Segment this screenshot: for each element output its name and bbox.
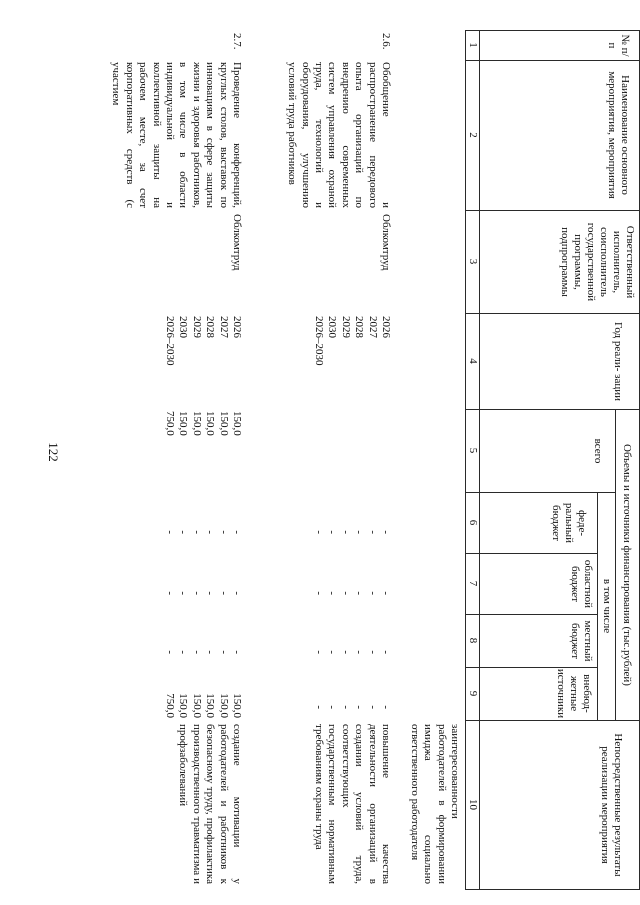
header-total: всего [592,438,605,464]
header-extrabudget: внебюд- жетные источники [555,668,594,719]
value-cell: - [177,591,190,595]
header-event-name: Наименование основного мероприятия, мероприятия [606,71,631,199]
value-cell: 750,0 [164,411,177,436]
grid-line [465,614,598,615]
year: 2029 [339,316,352,338]
column-number-7: 7 [467,580,479,587]
year: 2030 [326,316,339,338]
value-cell: - [204,530,217,534]
value-cell: - [326,650,339,654]
year: 2026–2030 [313,316,326,366]
value-cell: - [164,650,177,654]
value-cell: - [164,591,177,595]
value-cell: - [366,530,379,534]
local-values [163,616,243,654]
value-cell: - [366,591,379,595]
value-cell: - [366,705,379,709]
year-list [163,316,243,396]
value-cell: - [353,705,366,709]
year: 2030 [177,316,190,338]
value-cell: - [177,650,190,654]
event-name: Обобщение и распространение передового опыта организаций по внедрению современных систем управления охраной труда, технологий и оборудования, улучшению условий труда работников [286,62,392,208]
header-financing: Объемы и источники финансирования (тыс.рублей) [621,444,634,686]
value-cell: - [353,591,366,595]
continuation-result: заинтересованности работодателей в формировании имиджа социально ответственного работодателя [408,724,461,884]
grid-line [465,492,616,493]
value-cell: - [366,650,379,654]
year: 2027 [366,316,379,338]
regional-values [163,555,243,595]
value-cell: 150,0 [177,693,190,718]
value-cell: 750,0 [164,693,177,718]
event-name: Проведение конференций, круглых столов, выставок по инновациям в сфере защиты жизни и здоровья работников, в том числе в области индивидуальной и коллективной защиты на рабочем месте, за счет корпоративных средств (с участием [110,62,243,208]
value-cell: - [380,591,392,595]
column-number-3: 3 [467,258,479,265]
value-cell: - [326,530,339,534]
value-cell: - [177,530,190,534]
value-cell: - [204,650,217,654]
value-cell: - [380,705,392,709]
grid-line [465,30,640,31]
value-cell: 150,0 [190,411,203,436]
rotated-table [100,30,640,890]
value-cell: - [353,650,366,654]
grid-line [465,553,598,554]
value-cell: - [231,530,243,534]
grid-line [465,720,640,721]
header-federal: феде- ральный бюджет [550,502,589,544]
header-local: местный бюджет [569,620,594,662]
value-cell: - [313,591,326,595]
header-year: Год реали- зации [612,321,625,402]
column-number-9: 9 [467,690,479,697]
header-regional: областной бюджет [569,559,594,609]
value-cell: - [217,591,230,595]
event-result: повышение качества деятельности организаций в создании условий труда, соответствующих государственным нормативным требованиям охраны труда [312,724,392,884]
value-cell: - [190,591,203,595]
value-cell: - [313,530,326,534]
value-cell: - [164,530,177,534]
header-result: Непосредственные результаты реализации мероприятия [599,733,624,877]
value-cell: - [190,650,203,654]
value-cell: 150,0 [231,693,243,718]
value-cell: 150,0 [204,693,217,718]
value-cell: - [217,530,230,534]
header-number: № п/п [606,34,631,57]
column-number-10: 10 [467,799,479,810]
column-number-1: 1 [467,42,479,48]
federal-values [163,494,243,534]
value-cell: - [339,705,352,709]
value-cell: 150,0 [190,693,203,718]
header-executor: Ответственный исполнитель, соисполнитель государственной программы, подпрограммы [559,222,636,302]
year: 2028 [353,316,366,338]
regional-values [312,555,392,595]
year: 2026 [231,316,243,338]
row-number: 2.7. [231,33,243,50]
value-cell: - [326,705,339,709]
event-result: создание мотивации у работодателей и работников к безопасному труду, профилактика производственного травматизма и профзаболеваний [177,724,243,884]
federal-values [312,494,392,534]
value-cell: - [339,591,352,595]
extrabudget-values [163,669,243,718]
year: 2026 [380,316,392,338]
grid-line [465,60,640,61]
value-cell: 150,0 [177,411,190,436]
grid-line [465,210,640,211]
grid-line [465,889,640,890]
value-cell: - [231,650,243,654]
value-cell: - [190,530,203,534]
executor: Облкомтруд [231,214,243,271]
value-cell: 150,0 [217,411,230,436]
page-number: 122 [46,442,61,462]
value-cell: 150,0 [217,693,230,718]
column-number-5: 5 [467,447,479,454]
value-cell: - [380,530,392,534]
value-cell: - [339,650,352,654]
year-list [312,316,392,396]
value-cell: - [326,591,339,595]
local-values [312,616,392,654]
column-number-6: 6 [467,519,479,526]
value-cell: - [313,650,326,654]
value-cell: - [339,530,352,534]
row-number: 2.6. [380,33,392,50]
value-cell: - [313,705,326,709]
grid-line [465,409,640,410]
value-cell: 150,0 [231,411,243,436]
header-in-total: в том числе [601,578,613,634]
grid-line [465,313,640,314]
year: 2028 [204,316,217,338]
value-cell: - [217,650,230,654]
value-cell: - [380,650,392,654]
value-cell: - [204,591,217,595]
year: 2027 [217,316,230,338]
year: 2029 [190,316,203,338]
year: 2026–2030 [164,316,177,366]
column-number-2: 2 [467,132,479,138]
value-cell: 150,0 [204,411,217,436]
total-values [163,411,243,481]
column-number-8: 8 [467,637,479,644]
column-number-4: 4 [467,358,479,364]
value-cell: - [231,591,243,595]
executor: Облкомтруд [380,214,392,271]
value-cell: - [353,530,366,534]
extrabudget-values [312,669,392,709]
